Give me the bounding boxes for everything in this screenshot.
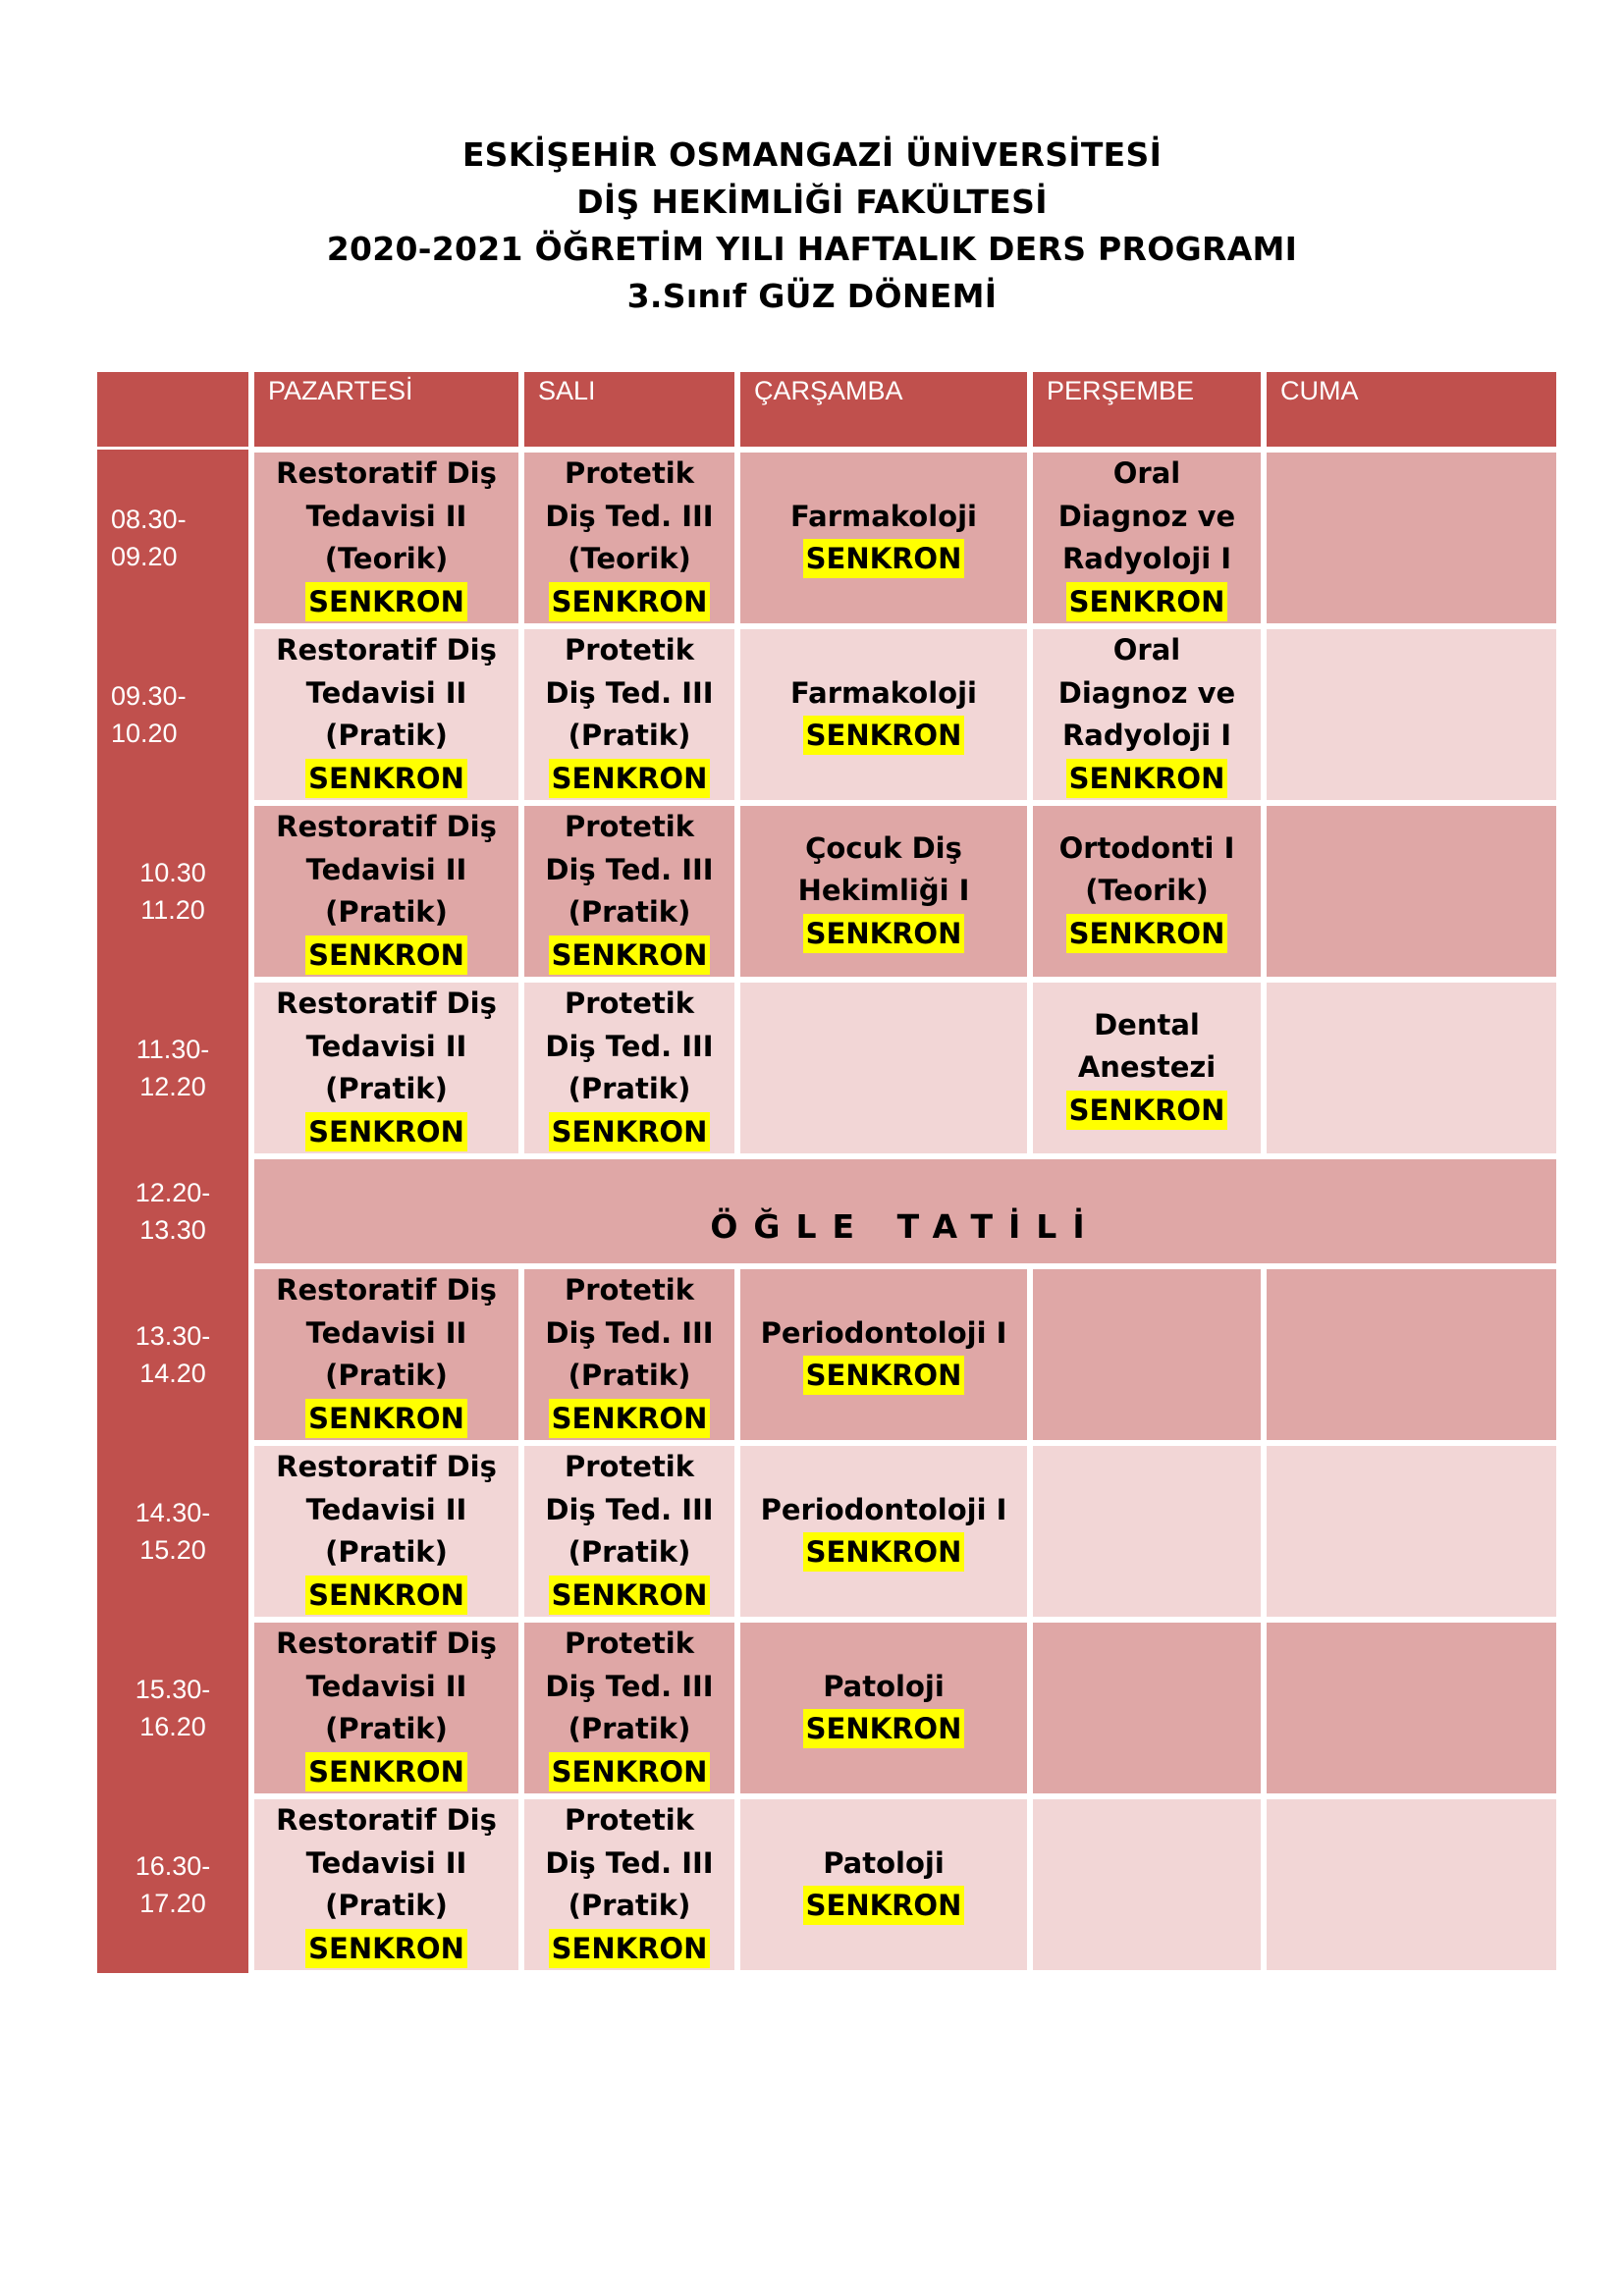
- course-name-line: Restoratif Diş: [276, 633, 497, 667]
- course-name-line: (Teorik): [568, 542, 691, 575]
- title-term: 3.Sınıf GÜZ DÖNEMİ: [626, 277, 998, 315]
- senkron-badge: SENKRON: [305, 1929, 467, 1968]
- course-entry: [254, 1799, 518, 1970]
- course-name-line: (Pratik): [568, 1359, 691, 1392]
- course-entry: [524, 1446, 734, 1617]
- course-cell-friday: [1264, 803, 1559, 980]
- senkron-badge: SENKRON: [549, 759, 711, 798]
- course-name-line: Tedavisi II: [305, 852, 467, 886]
- course-name-line: (Pratik): [568, 1712, 691, 1745]
- course-name-line: (Pratik): [325, 1072, 448, 1105]
- course-name-line: (Pratik): [325, 719, 448, 752]
- senkron-badge: SENKRON: [305, 1752, 467, 1791]
- course-cell-friday: [1264, 1620, 1559, 1796]
- course-cell-friday: [1264, 450, 1559, 626]
- senkron-badge: SENKRON: [549, 1399, 711, 1438]
- course-cell-thursday: [1030, 1266, 1264, 1443]
- time-slot-text: 15.30-: [135, 1675, 211, 1704]
- time-slot-text: 10.20: [111, 719, 178, 748]
- course-name-line: Diagnoz ve: [1057, 675, 1236, 710]
- course-name-line: Diş Ted. III: [545, 1029, 714, 1063]
- header-corner: [94, 369, 251, 450]
- course-name-line: Farmakoloji: [790, 499, 977, 533]
- course-name-line: (Pratik): [568, 1072, 691, 1105]
- course-entry: [524, 983, 734, 1153]
- course-cell-wednesday: [737, 1266, 1030, 1443]
- course-cell-wednesday: [737, 1443, 1030, 1620]
- course-entry: [740, 828, 1027, 956]
- course-cell-wednesday: [737, 450, 1030, 626]
- course-name-line: Protetik: [564, 1627, 695, 1660]
- senkron-badge: SENKRON: [803, 716, 965, 755]
- course-entry: [254, 806, 518, 977]
- course-entry: [740, 496, 1027, 581]
- schedule-row: [94, 626, 1559, 803]
- course-name-line: Tedavisi II: [305, 1845, 467, 1880]
- schedule-row: [94, 1443, 1559, 1620]
- time-slot-text: 13.30-: [135, 1321, 211, 1351]
- course-name-line: Periodontoloji I: [760, 1492, 1007, 1526]
- course-entry: [1033, 1004, 1261, 1133]
- course-cell-monday: [251, 450, 521, 626]
- course-name-line: Farmakoloji: [790, 675, 977, 710]
- course-name-line: Diş Ted. III: [545, 1669, 714, 1703]
- time-slot-text: 11.30-: [135, 1035, 210, 1064]
- course-name-line: (Pratik): [568, 895, 691, 929]
- course-entry: [740, 1489, 1027, 1575]
- course-name-line: Restoratif Diş: [276, 1273, 497, 1307]
- course-name-line: Oral: [1112, 456, 1181, 490]
- time-slot: [94, 1620, 251, 1796]
- course-name-line: Ortodonti I: [1058, 830, 1235, 865]
- senkron-badge: SENKRON: [549, 1929, 711, 1968]
- course-name-line: Restoratif Diş: [276, 1627, 497, 1660]
- course-name-line: Protetik: [564, 987, 695, 1020]
- time-slot-text: 10.30: [139, 858, 206, 887]
- course-name-line: (Pratik): [325, 1889, 448, 1922]
- lunch-row: [94, 1156, 1559, 1266]
- header-row: [94, 369, 1559, 450]
- course-name-line: Protetik: [564, 456, 695, 490]
- course-entry: [254, 453, 518, 623]
- time-slot: [94, 626, 251, 803]
- schedule-row: [94, 1796, 1559, 1973]
- course-cell-tuesday: [521, 1620, 737, 1796]
- time-slot: [94, 1443, 251, 1620]
- course-cell-monday: [251, 1443, 521, 1620]
- time-slot-text: 12.20: [139, 1072, 206, 1101]
- course-entry: [524, 453, 734, 623]
- time-slot: [94, 450, 251, 626]
- course-name-line: Diş Ted. III: [545, 1492, 714, 1526]
- senkron-badge: SENKRON: [1066, 582, 1228, 621]
- course-name-line: Restoratif Diş: [276, 1450, 497, 1483]
- course-cell-monday: [251, 1266, 521, 1443]
- course-name-line: Diş Ted. III: [545, 675, 714, 710]
- course-name-line: (Pratik): [568, 1889, 691, 1922]
- course-name-line: Diş Ted. III: [545, 499, 714, 533]
- course-entry: [524, 1799, 734, 1970]
- document-title: [0, 132, 1624, 320]
- course-name-line: Diagnoz ve: [1057, 499, 1236, 533]
- senkron-badge: SENKRON: [803, 1709, 965, 1748]
- title-university: ESKİŞEHİR OSMANGAZİ ÜNİVERSİTESİ: [461, 135, 1163, 174]
- schedule-row: [94, 1266, 1559, 1443]
- course-entry: [740, 672, 1027, 758]
- course-entry: [740, 1312, 1027, 1398]
- course-entry: [254, 629, 518, 800]
- course-cell-friday: [1264, 1266, 1559, 1443]
- course-entry: [524, 1269, 734, 1440]
- schedule-row: [94, 980, 1559, 1156]
- senkron-badge: SENKRON: [305, 759, 467, 798]
- course-entry: [740, 1842, 1027, 1928]
- course-name-line: Tedavisi II: [305, 1669, 467, 1703]
- course-name-line: (Teorik): [324, 542, 449, 575]
- course-name-line: (Pratik): [325, 1359, 448, 1392]
- course-cell-tuesday: [521, 1796, 737, 1973]
- course-entry: [524, 629, 734, 800]
- course-name-line: Restoratif Diş: [276, 810, 497, 843]
- course-name-line: Diş Ted. III: [545, 1315, 714, 1350]
- course-name-line: Diş Ted. III: [545, 852, 714, 886]
- course-cell-friday: [1264, 1443, 1559, 1620]
- course-name-line: Hekimliği I: [797, 874, 970, 908]
- senkron-badge: SENKRON: [549, 935, 711, 975]
- senkron-badge: SENKRON: [305, 1575, 467, 1615]
- senkron-badge: SENKRON: [305, 1112, 467, 1151]
- course-name-line: Tedavisi II: [305, 675, 467, 710]
- course-name-line: (Pratik): [325, 1712, 448, 1745]
- course-name-line: Patoloji: [823, 1845, 945, 1880]
- course-entry: [524, 1623, 734, 1793]
- course-name-line: (Pratik): [568, 719, 691, 752]
- course-name-line: Patoloji: [823, 1669, 945, 1703]
- course-name-line: Restoratif Diş: [276, 987, 497, 1020]
- course-name-line: Radyoloji I: [1061, 542, 1232, 575]
- time-slot-text: 12.20-: [135, 1178, 211, 1207]
- course-cell-friday: [1264, 626, 1559, 803]
- course-name-line: Tedavisi II: [305, 499, 467, 533]
- course-cell-wednesday: [737, 626, 1030, 803]
- schedule-row: [94, 450, 1559, 626]
- day-header-thursday: PERŞEMBE: [1030, 369, 1264, 450]
- title-program: 2020-2021 ÖĞRETİM YILI HAFTALIK DERS PROGRAMI: [326, 230, 1298, 268]
- course-cell-thursday: [1030, 1620, 1264, 1796]
- course-entry: [524, 806, 734, 977]
- course-name-line: Dental: [1094, 1007, 1200, 1041]
- course-name-line: Protetik: [564, 633, 695, 667]
- time-slot-text: 16.20: [139, 1712, 206, 1741]
- course-cell-thursday: [1030, 450, 1264, 626]
- course-cell-thursday: [1030, 1796, 1264, 1973]
- course-name-line: Restoratif Diş: [276, 1803, 497, 1837]
- course-cell-tuesday: [521, 1443, 737, 1620]
- senkron-badge: SENKRON: [803, 539, 965, 578]
- course-name-line: Diş Ted. III: [545, 1845, 714, 1880]
- time-slot-text: 14.30-: [135, 1498, 211, 1527]
- schedule-row: [94, 1620, 1559, 1796]
- course-cell-thursday: [1030, 1443, 1264, 1620]
- course-name-line: (Pratik): [325, 895, 448, 929]
- day-header-tuesday: SALI: [521, 369, 737, 450]
- course-name-line: (Pratik): [325, 1535, 448, 1569]
- senkron-badge: SENKRON: [803, 1532, 965, 1572]
- lunch-break-cell: ÖĞLE TATİLİ: [251, 1156, 1559, 1266]
- senkron-badge: SENKRON: [803, 1886, 965, 1925]
- course-cell-friday: [1264, 980, 1559, 1156]
- course-name-line: Tedavisi II: [305, 1492, 467, 1526]
- course-entry: [1033, 828, 1261, 956]
- time-slot: [94, 803, 251, 980]
- time-slot-text: 09.20: [111, 542, 178, 571]
- course-entry: [1033, 453, 1261, 623]
- course-cell-wednesday: [737, 803, 1030, 980]
- time-slot-text: 16.30-: [135, 1851, 211, 1881]
- course-name-line: Protetik: [564, 810, 695, 843]
- course-name-line: Tedavisi II: [305, 1029, 467, 1063]
- course-cell-thursday: [1030, 803, 1264, 980]
- course-entry: [1033, 629, 1261, 800]
- course-entry: [254, 1269, 518, 1440]
- course-name-line: Oral: [1112, 633, 1181, 667]
- course-entry: [254, 1446, 518, 1617]
- senkron-badge: SENKRON: [305, 935, 467, 975]
- title-faculty: DİŞ HEKİMLİĞİ FAKÜLTESİ: [576, 183, 1048, 221]
- course-cell-tuesday: [521, 980, 737, 1156]
- senkron-badge: SENKRON: [1066, 914, 1228, 953]
- day-header-friday: CUMA: [1264, 369, 1559, 450]
- course-cell-monday: [251, 626, 521, 803]
- course-entry: [254, 983, 518, 1153]
- course-cell-tuesday: [521, 450, 737, 626]
- course-name-line: Protetik: [564, 1450, 695, 1483]
- time-slot-text: 17.20: [139, 1889, 206, 1918]
- time-slot-text: 14.20: [139, 1359, 206, 1388]
- course-cell-thursday: [1030, 626, 1264, 803]
- course-cell-monday: [251, 803, 521, 980]
- course-entry: [740, 1666, 1027, 1751]
- course-cell-wednesday: [737, 980, 1030, 1156]
- day-header-monday: PAZARTESİ: [251, 369, 521, 450]
- senkron-badge: SENKRON: [549, 1112, 711, 1151]
- time-slot: [94, 1156, 251, 1266]
- time-slot: [94, 1796, 251, 1973]
- course-cell-monday: [251, 980, 521, 1156]
- senkron-badge: SENKRON: [1066, 759, 1228, 798]
- senkron-badge: SENKRON: [549, 582, 711, 621]
- time-slot: [94, 980, 251, 1156]
- course-name-line: Restoratif Diş: [276, 456, 497, 490]
- course-cell-wednesday: [737, 1796, 1030, 1973]
- course-cell-tuesday: [521, 803, 737, 980]
- senkron-badge: SENKRON: [305, 582, 467, 621]
- course-name-line: Protetik: [564, 1273, 695, 1307]
- time-slot: [94, 1266, 251, 1443]
- course-cell-monday: [251, 1796, 521, 1973]
- course-name-line: Radyoloji I: [1061, 719, 1232, 752]
- senkron-badge: SENKRON: [1066, 1091, 1228, 1130]
- time-slot-text: 11.20: [140, 895, 205, 925]
- senkron-badge: SENKRON: [803, 914, 965, 953]
- course-entry: [254, 1623, 518, 1793]
- senkron-badge: SENKRON: [803, 1356, 965, 1395]
- course-cell-tuesday: [521, 1266, 737, 1443]
- course-name-line: Anestezi: [1077, 1050, 1217, 1085]
- time-slot-text: 15.20: [139, 1535, 206, 1565]
- senkron-badge: SENKRON: [549, 1752, 711, 1791]
- course-cell-monday: [251, 1620, 521, 1796]
- course-name-line: Periodontoloji I: [760, 1315, 1007, 1350]
- course-name-line: Protetik: [564, 1803, 695, 1837]
- course-name-line: (Teorik): [1085, 874, 1209, 908]
- weekly-schedule-table: [94, 369, 1559, 1973]
- senkron-badge: SENKRON: [549, 1575, 711, 1615]
- course-cell-friday: [1264, 1796, 1559, 1973]
- schedule-row: [94, 803, 1559, 980]
- course-cell-thursday: [1030, 980, 1264, 1156]
- day-header-wednesday: ÇARŞAMBA: [737, 369, 1030, 450]
- course-name-line: Çocuk Diş: [805, 830, 962, 865]
- time-slot-text: 08.30-: [111, 505, 187, 534]
- course-name-line: Tedavisi II: [305, 1315, 467, 1350]
- course-cell-tuesday: [521, 626, 737, 803]
- time-slot-text: 13.30: [139, 1215, 206, 1245]
- course-cell-wednesday: [737, 1620, 1030, 1796]
- course-name-line: (Pratik): [568, 1535, 691, 1569]
- time-slot-text: 09.30-: [111, 681, 187, 711]
- senkron-badge: SENKRON: [305, 1399, 467, 1438]
